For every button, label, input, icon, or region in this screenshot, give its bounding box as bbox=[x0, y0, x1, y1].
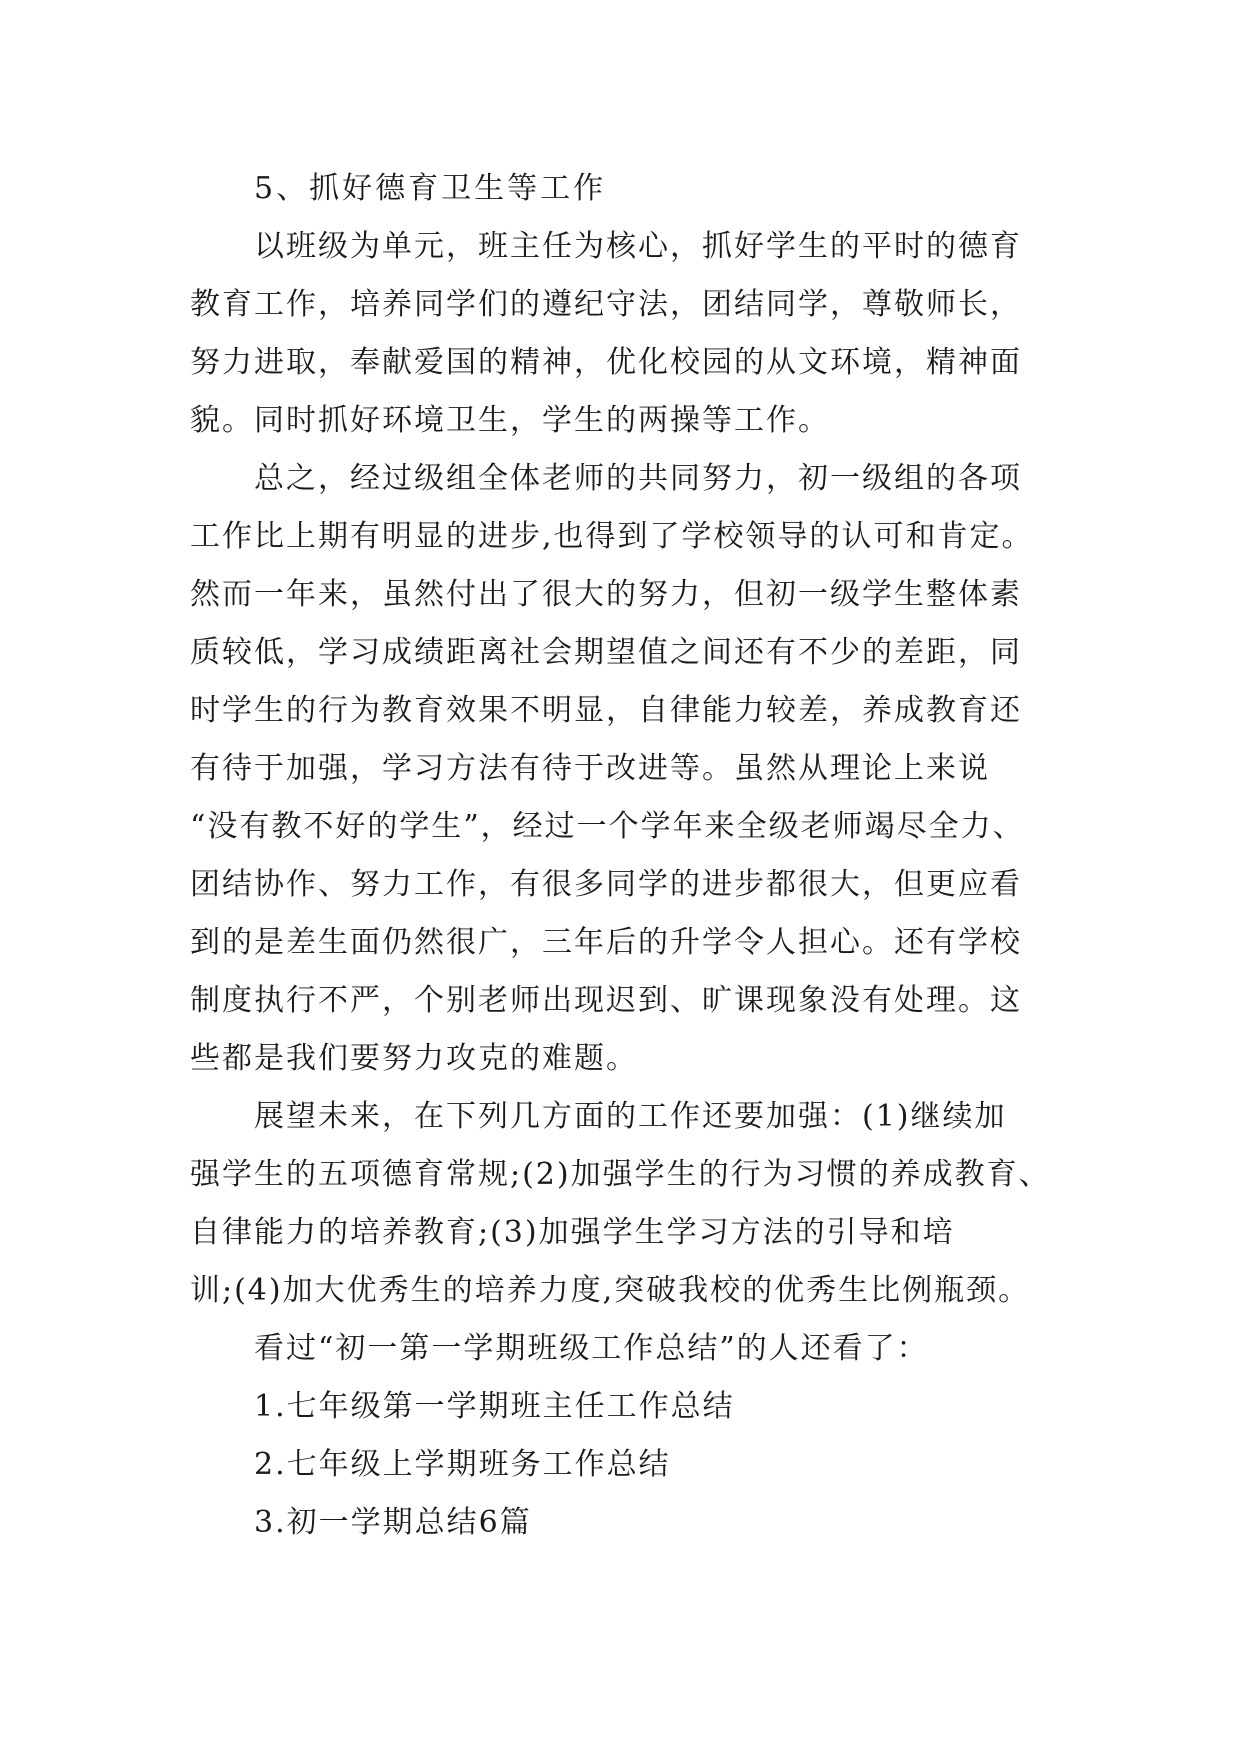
paragraph-line: 展望未来，在下列几方面的工作还要加强：(1)继续加 bbox=[254, 1099, 1007, 1134]
paragraph-line: 自律能力的培养教育;(3)加强学生学习方法的引导和培 bbox=[190, 1215, 955, 1250]
paragraph-outlook bbox=[190, 1088, 1050, 1320]
paragraph-line: 团结协作、努力工作，有很多同学的进步都很大，但更应看 bbox=[190, 867, 1022, 902]
paragraph-line: 以班级为单元，班主任为核心，抓好学生的平时的德育 bbox=[254, 229, 1022, 264]
related-list bbox=[190, 1378, 1050, 1552]
related-link[interactable]: 2.七年级上学期班务工作总结 bbox=[254, 1447, 671, 1482]
document-body bbox=[190, 160, 1050, 1552]
related-intro: 看过“初一第一学期班级工作总结”的人还看了： bbox=[254, 1331, 929, 1366]
paragraph-line: 教育工作，培养同学们的遵纪守法，团结同学，尊敬师长， bbox=[190, 287, 1022, 322]
paragraph-line: 有待于加强，学习方法有待于改进等。虽然从理论上来说 bbox=[190, 751, 990, 786]
paragraph-line: 总之，经过级组全体老师的共同努力，初一级组的各项 bbox=[254, 461, 1022, 496]
paragraph-line: 然而一年来，虽然付出了很大的努力，但初一级学生整体素 bbox=[190, 577, 1022, 612]
paragraph-line: 努力进取，奉献爱国的精神，优化校园的从文环境，精神面 bbox=[190, 345, 1022, 380]
paragraph-line: 强学生的五项德育常规;(2)加强学生的行为习惯的养成教育、 bbox=[190, 1157, 1051, 1192]
paragraph-line: 工作比上期有明显的进步,也得到了学校领导的认可和肯定。 bbox=[190, 519, 1034, 554]
section-heading: 5、抓好德育卫生等工作 bbox=[254, 171, 607, 206]
paragraph-line: “没有教不好的学生”，经过一个学年来全级老师竭尽全力、 bbox=[190, 809, 1025, 844]
paragraph-line: 制度执行不严，个别老师出现迟到、旷课现象没有处理。这 bbox=[190, 983, 1022, 1018]
paragraph-summary bbox=[190, 450, 1050, 1088]
paragraph-line: 到的是差生面仍然很广，三年后的升学令人担心。还有学校 bbox=[190, 925, 1022, 960]
related-link[interactable]: 3.初一学期总结6篇 bbox=[254, 1505, 532, 1540]
paragraph-line: 质较低，学习成绩距离社会期望值之间还有不少的差距，同 bbox=[190, 635, 1022, 670]
paragraph-line: 时学生的行为教育效果不明显，自律能力较差，养成教育还 bbox=[190, 693, 1022, 728]
paragraph-line: 貌。同时抓好环境卫生，学生的两操等工作。 bbox=[190, 403, 830, 438]
paragraph-moral-education bbox=[190, 218, 1050, 450]
related-link[interactable]: 1.七年级第一学期班主任工作总结 bbox=[254, 1389, 735, 1424]
paragraph-line: 训;(4)加大优秀生的培养力度,突破我校的优秀生比例瓶颈。 bbox=[190, 1273, 1031, 1308]
paragraph-line: 些都是我们要努力攻克的难题。 bbox=[190, 1041, 638, 1076]
